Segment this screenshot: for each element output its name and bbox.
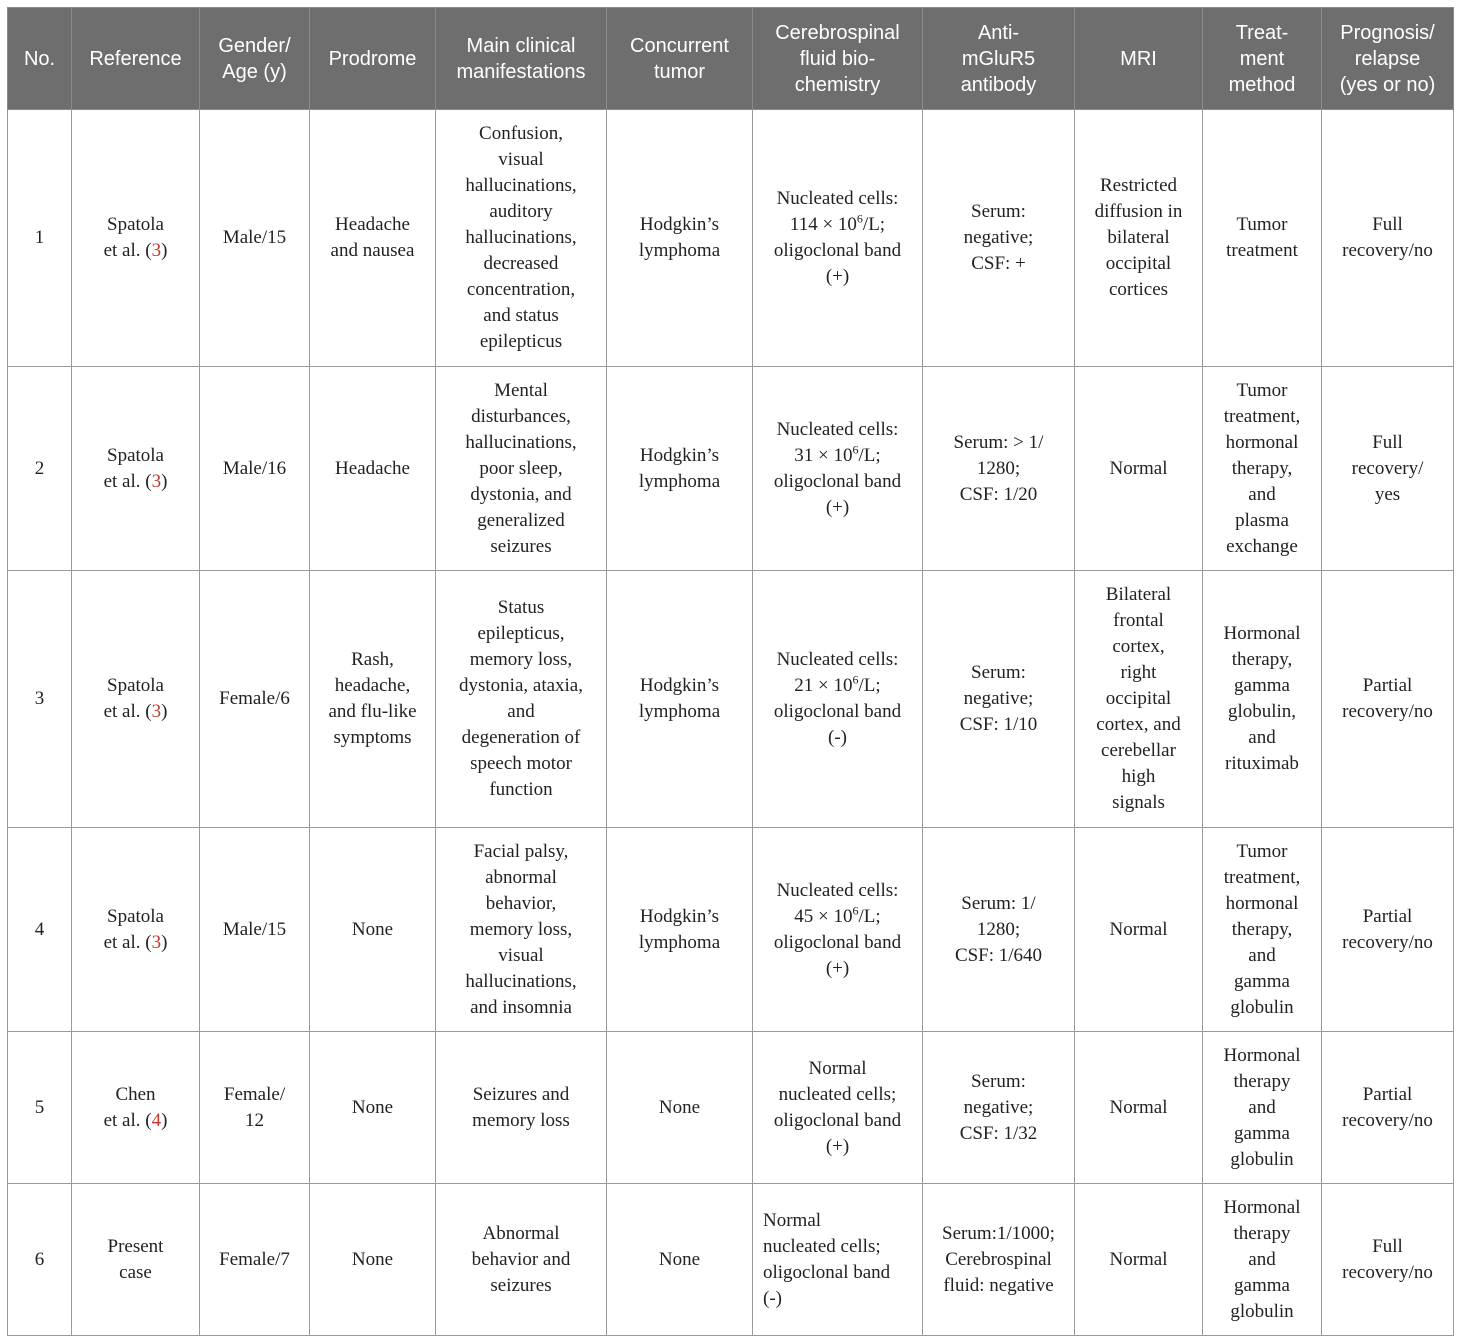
header-reference: Reference bbox=[72, 8, 200, 110]
table-row bbox=[8, 110, 1454, 367]
cell-antibody: Serum: negative; CSF: + bbox=[923, 110, 1075, 367]
cell-gender-age: Female/ 12 bbox=[200, 1032, 310, 1184]
csf-exponent: 6 bbox=[852, 903, 859, 918]
ref-author: Spatola et al. ( bbox=[103, 675, 164, 722]
csf-exponent: 6 bbox=[856, 211, 863, 226]
csf-text: Nucleated cells: 31 × 10 bbox=[776, 418, 899, 466]
cell-prodrome: None bbox=[310, 1184, 436, 1336]
case-comparison-table bbox=[7, 7, 1454, 1336]
cell-no: 4 bbox=[8, 828, 72, 1032]
header-concurrent-tumor: Concurrent tumor bbox=[607, 8, 753, 110]
cell-reference bbox=[72, 1184, 200, 1336]
cell-gender-age: Male/15 bbox=[200, 828, 310, 1032]
cell-tumor: None bbox=[607, 1184, 753, 1336]
csf-text-rest: /L; oligoclonal band (+) bbox=[773, 444, 902, 518]
cell-reference bbox=[72, 110, 200, 367]
reference-link[interactable]: 3 bbox=[151, 240, 162, 261]
csf-text: Nucleated cells: 114 × 10 bbox=[776, 188, 899, 235]
reference-link[interactable]: 3 bbox=[151, 470, 162, 492]
cell-tumor: Hodgkin’s lymphoma bbox=[607, 571, 753, 828]
cell-antibody: Serum:1/1000; Cerebrospinal fluid: negative bbox=[923, 1184, 1075, 1336]
cell-gender-age: Male/16 bbox=[200, 367, 310, 571]
cell-reference bbox=[72, 571, 200, 828]
cell-antibody: Serum: > 1/ 1280; CSF: 1/20 bbox=[923, 367, 1075, 571]
header-prognosis-relapse: Prognosis/ relapse (yes or no) bbox=[1322, 8, 1454, 110]
cell-csf bbox=[753, 571, 923, 828]
reference-link[interactable]: 3 bbox=[151, 701, 162, 722]
csf-exponent: 6 bbox=[852, 442, 859, 457]
cell-tumor: None bbox=[607, 1032, 753, 1184]
cell-manifestations: Mental disturbances, hallucinations, poor sleep, dystonia, and generalized seizures bbox=[436, 367, 607, 571]
cell-mri: Normal bbox=[1075, 1032, 1203, 1184]
ref-close: ) bbox=[161, 470, 168, 492]
cell-gender-age: Female/7 bbox=[200, 1184, 310, 1336]
ref-close: ) bbox=[161, 1109, 168, 1131]
cell-treatment: Hormonal therapy and gamma globulin bbox=[1203, 1032, 1322, 1184]
header-anti-mglur5-antibody: Anti- mGluR5 antibody bbox=[923, 8, 1075, 110]
reference-link[interactable]: 4 bbox=[151, 1109, 162, 1131]
ref-author: Present case bbox=[107, 1235, 164, 1283]
cell-tumor: Hodgkin’s lymphoma bbox=[607, 367, 753, 571]
cell-prodrome: Headache and nausea bbox=[310, 110, 436, 367]
cell-mri: Restricted diffusion in bilateral occipital cortices bbox=[1075, 110, 1203, 367]
cell-manifestations: Seizures and memory loss bbox=[436, 1032, 607, 1184]
cell-mri: Bilateral frontal cortex, right occipital cortex, and cerebellar high signals bbox=[1075, 571, 1203, 828]
cell-prognosis: Partial recovery/no bbox=[1322, 571, 1454, 828]
ref-author: Spatola et al. ( bbox=[103, 905, 164, 953]
cell-manifestations: Abnormal behavior and seizures bbox=[436, 1184, 607, 1336]
cell-prognosis: Full recovery/ yes bbox=[1322, 367, 1454, 571]
header-treatment-method: Treat- ment method bbox=[1203, 8, 1322, 110]
header-csf-biochemistry: Cerebrospinal fluid bio- chemistry bbox=[753, 8, 923, 110]
cell-reference bbox=[72, 367, 200, 571]
cell-treatment: Hormonal therapy, gamma globulin, and rituximab bbox=[1203, 571, 1322, 828]
cell-gender-age: Female/6 bbox=[200, 571, 310, 828]
cell-antibody: Serum: negative; CSF: 1/10 bbox=[923, 571, 1075, 828]
ref-author: Chen et al. ( bbox=[103, 1083, 156, 1131]
ref-close: ) bbox=[161, 240, 168, 261]
table-row bbox=[8, 828, 1454, 1032]
csf-text-rest: /L; oligoclonal band (+) bbox=[773, 214, 902, 287]
cell-prognosis: Partial recovery/no bbox=[1322, 1032, 1454, 1184]
cell-mri: Normal bbox=[1075, 1184, 1203, 1336]
cell-csf bbox=[753, 1184, 923, 1336]
cell-prodrome: Headache bbox=[310, 367, 436, 571]
cell-manifestations: Status epilepticus, memory loss, dystonia, ataxia, and degeneration of speech motor function bbox=[436, 571, 607, 828]
table-row bbox=[8, 1184, 1454, 1336]
cell-csf bbox=[753, 1032, 923, 1184]
cell-csf bbox=[753, 828, 923, 1032]
cell-prognosis: Full recovery/no bbox=[1322, 1184, 1454, 1336]
cell-manifestations: Facial palsy, abnormal behavior, memory loss, visual hallucinations, and insomnia bbox=[436, 828, 607, 1032]
cell-treatment: Hormonal therapy and gamma globulin bbox=[1203, 1184, 1322, 1336]
table-row bbox=[8, 1032, 1454, 1184]
header-gender-age: Gender/ Age (y) bbox=[200, 8, 310, 110]
csf-exponent: 6 bbox=[852, 672, 859, 687]
ref-author: Spatola et al. ( bbox=[103, 214, 164, 261]
csf-text-rest: /L; oligoclonal band (+) bbox=[773, 905, 902, 979]
cell-prodrome: Rash, headache, and flu-like symptoms bbox=[310, 571, 436, 828]
table-row bbox=[8, 367, 1454, 571]
csf-text: Normal nucleated cells; oligoclonal band (+) bbox=[773, 1057, 902, 1157]
header-mri: MRI bbox=[1075, 8, 1203, 110]
cell-manifestations: Confusion, visual hallucinations, auditory hallucinations, decreased concentration, and status epilepticus bbox=[436, 110, 607, 367]
table-row bbox=[8, 571, 1454, 828]
cell-csf bbox=[753, 367, 923, 571]
cell-treatment: Tumor treatment bbox=[1203, 110, 1322, 367]
ref-author: Spatola et al. ( bbox=[103, 444, 164, 492]
cell-no: 5 bbox=[8, 1032, 72, 1184]
cell-antibody: Serum: negative; CSF: 1/32 bbox=[923, 1032, 1075, 1184]
cell-mri: Normal bbox=[1075, 367, 1203, 571]
cell-treatment: Tumor treatment, hormonal therapy, and plasma exchange bbox=[1203, 367, 1322, 571]
cell-no: 3 bbox=[8, 571, 72, 828]
cell-prodrome: None bbox=[310, 1032, 436, 1184]
header-main-clinical-manifestations: Main clinical manifestations bbox=[436, 8, 607, 110]
cell-no: 2 bbox=[8, 367, 72, 571]
cell-treatment: Tumor treatment, hormonal therapy, and gamma globulin bbox=[1203, 828, 1322, 1032]
cell-csf bbox=[753, 110, 923, 367]
header-no: No. bbox=[8, 8, 72, 110]
cell-prognosis: Partial recovery/no bbox=[1322, 828, 1454, 1032]
table-container bbox=[7, 7, 1453, 1335]
header-prodrome: Prodrome bbox=[310, 8, 436, 110]
cell-reference bbox=[72, 828, 200, 1032]
ref-close: ) bbox=[161, 701, 168, 722]
csf-text: Nucleated cells: 21 × 10 bbox=[776, 649, 899, 696]
cell-antibody: Serum: 1/ 1280; CSF: 1/640 bbox=[923, 828, 1075, 1032]
csf-text: Normal nucleated cells; oligoclonal band (-) bbox=[763, 1209, 891, 1309]
cell-mri: Normal bbox=[1075, 828, 1203, 1032]
reference-link[interactable]: 3 bbox=[151, 931, 162, 953]
cell-prognosis: Full recovery/no bbox=[1322, 110, 1454, 367]
header-row bbox=[8, 8, 1454, 110]
cell-no: 6 bbox=[8, 1184, 72, 1336]
cell-tumor: Hodgkin’s lymphoma bbox=[607, 110, 753, 367]
cell-prodrome: None bbox=[310, 828, 436, 1032]
ref-close: ) bbox=[161, 931, 168, 953]
csf-text: Nucleated cells: 45 × 10 bbox=[776, 879, 899, 927]
cell-reference bbox=[72, 1032, 200, 1184]
cell-no: 1 bbox=[8, 110, 72, 367]
cell-tumor: Hodgkin’s lymphoma bbox=[607, 828, 753, 1032]
csf-text-rest: /L; oligoclonal band (-) bbox=[773, 675, 902, 748]
cell-gender-age: Male/15 bbox=[200, 110, 310, 367]
